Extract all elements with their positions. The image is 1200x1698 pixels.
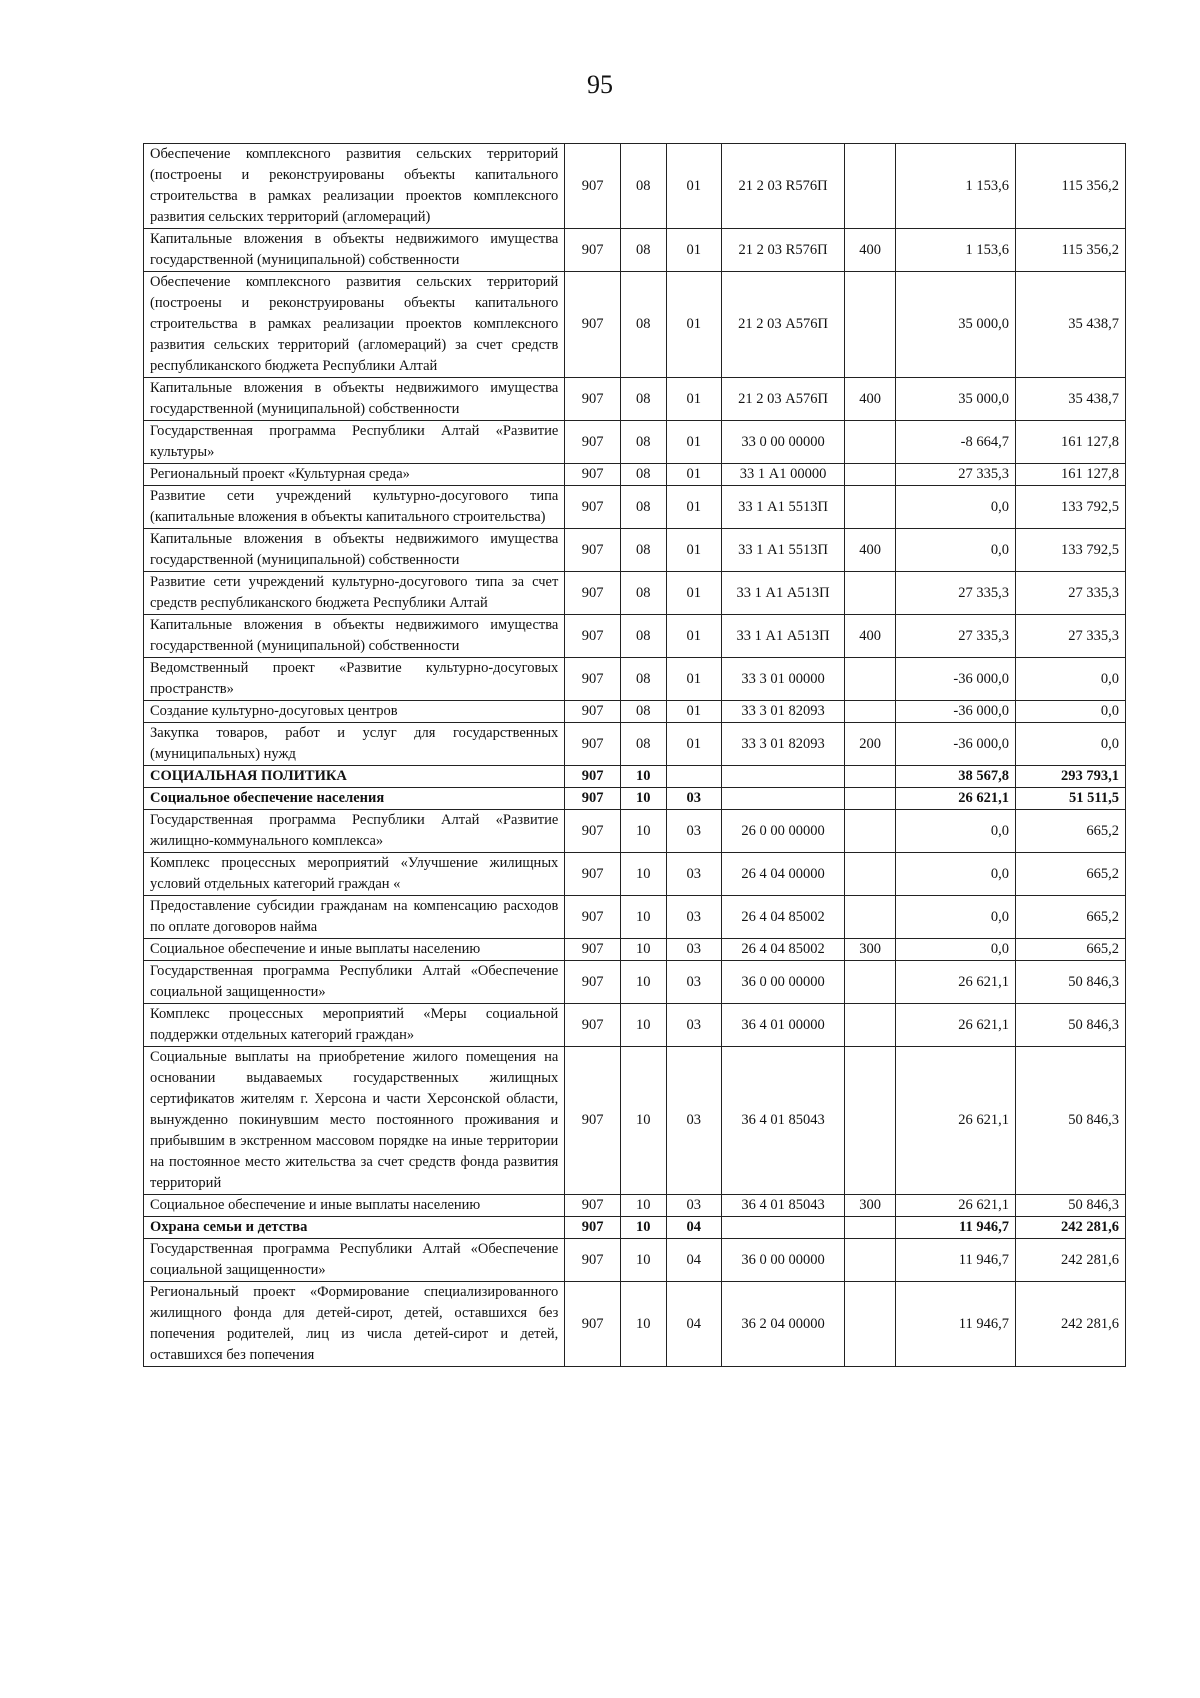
table-row — [144, 961, 1126, 1004]
cell-section-code: 10 — [620, 896, 666, 939]
cell-section-code: 10 — [620, 766, 666, 788]
cell-name: СОЦИАЛЬНАЯ ПОЛИТИКА — [144, 766, 565, 788]
cell-ministry-code: 907 — [565, 961, 621, 1004]
cell-expense-type — [845, 701, 896, 723]
cell-amount-change: 0,0 — [896, 939, 1016, 961]
cell-name: Социальное обеспечение и иные выплаты населению — [144, 1195, 565, 1217]
cell-amount-change: 0,0 — [896, 853, 1016, 896]
cell-target-article: 33 1 А1 5513П — [722, 529, 845, 572]
cell-amount-total: 665,2 — [1015, 810, 1125, 853]
cell-amount-change: 0,0 — [896, 810, 1016, 853]
cell-amount-change: -36 000,0 — [896, 658, 1016, 701]
cell-amount-total: 50 846,3 — [1015, 1195, 1125, 1217]
cell-amount-change: -36 000,0 — [896, 701, 1016, 723]
cell-target-article: 33 1 А1 5513П — [722, 486, 845, 529]
cell-subsection-code: 03 — [666, 939, 722, 961]
cell-subsection-code: 03 — [666, 853, 722, 896]
cell-section-code: 10 — [620, 1195, 666, 1217]
table-row — [144, 229, 1126, 272]
table-row — [144, 896, 1126, 939]
cell-subsection-code: 01 — [666, 615, 722, 658]
table-row — [144, 1004, 1126, 1047]
cell-expense-type: 300 — [845, 1195, 896, 1217]
page-number: 95 — [587, 70, 613, 99]
cell-section-code: 08 — [620, 421, 666, 464]
table-row — [144, 421, 1126, 464]
table-row — [144, 810, 1126, 853]
cell-target-article: 21 2 03 R576П — [722, 229, 845, 272]
cell-section-code: 08 — [620, 658, 666, 701]
cell-ministry-code: 907 — [565, 615, 621, 658]
cell-name: Ведомственный проект «Развитие культурно-досуговых пространств» — [144, 658, 565, 701]
cell-amount-change: 26 621,1 — [896, 788, 1016, 810]
cell-amount-change: 38 567,8 — [896, 766, 1016, 788]
table-row — [144, 1217, 1126, 1239]
cell-expense-type: 400 — [845, 378, 896, 421]
cell-ministry-code: 907 — [565, 896, 621, 939]
cell-section-code: 08 — [620, 272, 666, 378]
cell-target-article — [722, 1217, 845, 1239]
cell-amount-change: 1 153,6 — [896, 229, 1016, 272]
cell-subsection-code: 01 — [666, 486, 722, 529]
table-row — [144, 788, 1126, 810]
cell-amount-change: 11 946,7 — [896, 1239, 1016, 1282]
table-row — [144, 615, 1126, 658]
cell-expense-type — [845, 896, 896, 939]
cell-amount-change: 35 000,0 — [896, 378, 1016, 421]
table-row — [144, 1239, 1126, 1282]
cell-name: Обеспечение комплексного развития сельских территорий (построены и реконструированы объекты капитального строительства в рамках реализации проектов комплексного развития сельских территорий (агломераций) — [144, 144, 565, 229]
table-row — [144, 658, 1126, 701]
cell-subsection-code: 03 — [666, 1047, 722, 1195]
cell-subsection-code: 03 — [666, 788, 722, 810]
cell-name: Государственная программа Республики Алтай «Развитие культуры» — [144, 421, 565, 464]
cell-ministry-code: 907 — [565, 939, 621, 961]
table-row — [144, 939, 1126, 961]
cell-target-article: 26 4 04 85002 — [722, 896, 845, 939]
cell-subsection-code: 01 — [666, 701, 722, 723]
cell-section-code: 08 — [620, 723, 666, 766]
cell-target-article: 36 4 01 85043 — [722, 1047, 845, 1195]
cell-target-article: 36 4 01 85043 — [722, 1195, 845, 1217]
cell-ministry-code: 907 — [565, 464, 621, 486]
table-row — [144, 486, 1126, 529]
cell-amount-total: 0,0 — [1015, 701, 1125, 723]
cell-name: Капитальные вложения в объекты недвижимого имущества государственной (муниципальной) собственности — [144, 229, 565, 272]
cell-expense-type — [845, 810, 896, 853]
cell-expense-type — [845, 961, 896, 1004]
cell-section-code: 10 — [620, 939, 666, 961]
table-row — [144, 572, 1126, 615]
cell-expense-type — [845, 421, 896, 464]
cell-subsection-code: 01 — [666, 378, 722, 421]
cell-ministry-code: 907 — [565, 1217, 621, 1239]
cell-ministry-code: 907 — [565, 378, 621, 421]
cell-ministry-code: 907 — [565, 1047, 621, 1195]
cell-target-article: 33 3 01 82093 — [722, 723, 845, 766]
cell-target-article: 36 0 00 00000 — [722, 961, 845, 1004]
cell-amount-total: 51 511,5 — [1015, 788, 1125, 810]
cell-subsection-code: 04 — [666, 1282, 722, 1367]
table-row — [144, 701, 1126, 723]
cell-amount-total: 242 281,6 — [1015, 1239, 1125, 1282]
cell-section-code: 10 — [620, 1047, 666, 1195]
table-row — [144, 723, 1126, 766]
table-row — [144, 144, 1126, 229]
cell-name: Социальные выплаты на приобретение жилого помещения на основании выдаваемых государственных жилищных сертификатов жителям г. Херсона и части Херсонской области, вынужденно покинувшим место постоянного проживания и прибывшим в экстренном массовом порядке на иные территории на постоянное место жительства за счет средств фонда развития территорий — [144, 1047, 565, 1195]
cell-subsection-code: 01 — [666, 421, 722, 464]
cell-section-code: 08 — [620, 572, 666, 615]
cell-target-article: 36 0 00 00000 — [722, 1239, 845, 1282]
cell-amount-total: 50 846,3 — [1015, 1047, 1125, 1195]
cell-subsection-code: 03 — [666, 810, 722, 853]
cell-target-article: 26 4 04 85002 — [722, 939, 845, 961]
cell-name: Комплекс процессных мероприятий «Меры социальной поддержки отдельных категорий граждан» — [144, 1004, 565, 1047]
cell-section-code: 08 — [620, 144, 666, 229]
cell-amount-change: 1 153,6 — [896, 144, 1016, 229]
cell-name: Создание культурно-досуговых центров — [144, 701, 565, 723]
cell-ministry-code: 907 — [565, 529, 621, 572]
cell-target-article: 33 1 А1 00000 — [722, 464, 845, 486]
cell-target-article: 36 2 04 00000 — [722, 1282, 845, 1367]
cell-amount-total: 133 792,5 — [1015, 486, 1125, 529]
cell-ministry-code: 907 — [565, 1195, 621, 1217]
cell-subsection-code: 03 — [666, 1004, 722, 1047]
cell-ministry-code: 907 — [565, 788, 621, 810]
cell-section-code: 08 — [620, 615, 666, 658]
cell-section-code: 10 — [620, 961, 666, 1004]
cell-section-code: 10 — [620, 1239, 666, 1282]
cell-section-code: 08 — [620, 701, 666, 723]
cell-expense-type — [845, 272, 896, 378]
cell-ministry-code: 907 — [565, 1239, 621, 1282]
cell-target-article — [722, 788, 845, 810]
cell-amount-change: 26 621,1 — [896, 961, 1016, 1004]
budget-table-body — [144, 144, 1126, 1367]
cell-amount-change: 26 621,1 — [896, 1195, 1016, 1217]
cell-amount-total: 665,2 — [1015, 853, 1125, 896]
cell-amount-total: 50 846,3 — [1015, 961, 1125, 1004]
cell-name: Закупка товаров, работ и услуг для государственных (муниципальных) нужд — [144, 723, 565, 766]
cell-section-code: 08 — [620, 486, 666, 529]
cell-ministry-code: 907 — [565, 723, 621, 766]
cell-amount-change: 0,0 — [896, 486, 1016, 529]
cell-subsection-code: 03 — [666, 1195, 722, 1217]
cell-section-code: 08 — [620, 529, 666, 572]
cell-ministry-code: 907 — [565, 421, 621, 464]
cell-amount-total: 242 281,6 — [1015, 1217, 1125, 1239]
table-row — [144, 378, 1126, 421]
cell-amount-total: 115 356,2 — [1015, 229, 1125, 272]
cell-target-article: 21 2 03 R576П — [722, 144, 845, 229]
cell-amount-change: 27 335,3 — [896, 464, 1016, 486]
cell-amount-total: 293 793,1 — [1015, 766, 1125, 788]
cell-section-code: 10 — [620, 853, 666, 896]
cell-amount-total: 161 127,8 — [1015, 421, 1125, 464]
cell-ministry-code: 907 — [565, 486, 621, 529]
cell-expense-type — [845, 853, 896, 896]
cell-expense-type — [845, 766, 896, 788]
cell-expense-type — [845, 1004, 896, 1047]
cell-name: Комплекс процессных мероприятий «Улучшение жилищных условий отдельных категорий граждан « — [144, 853, 565, 896]
cell-section-code: 08 — [620, 378, 666, 421]
cell-name: Социальное обеспечение и иные выплаты населению — [144, 939, 565, 961]
cell-amount-total: 133 792,5 — [1015, 529, 1125, 572]
cell-ministry-code: 907 — [565, 701, 621, 723]
cell-subsection-code: 03 — [666, 896, 722, 939]
cell-amount-total: 665,2 — [1015, 939, 1125, 961]
cell-name: Развитие сети учреждений культурно-досугового типа (капитальные вложения в объекты капитального строительства) — [144, 486, 565, 529]
cell-amount-change: 26 621,1 — [896, 1047, 1016, 1195]
cell-expense-type — [845, 464, 896, 486]
cell-amount-total: 0,0 — [1015, 658, 1125, 701]
table-row — [144, 529, 1126, 572]
cell-subsection-code: 01 — [666, 658, 722, 701]
cell-ministry-code: 907 — [565, 853, 621, 896]
table-row — [144, 1047, 1126, 1195]
cell-target-article: 33 3 01 00000 — [722, 658, 845, 701]
cell-amount-change: 11 946,7 — [896, 1282, 1016, 1367]
cell-amount-change: 27 335,3 — [896, 572, 1016, 615]
cell-ministry-code: 907 — [565, 1004, 621, 1047]
cell-section-code: 10 — [620, 788, 666, 810]
cell-name: Обеспечение комплексного развития сельских территорий (построены и реконструированы объекты капитального строительства в рамках реализации проектов комплексного развития сельских территорий (агломераций) за счет средств республиканского бюджета Республики Алтай — [144, 272, 565, 378]
cell-name: Социальное обеспечение населения — [144, 788, 565, 810]
cell-name: Развитие сети учреждений культурно-досугового типа за счет средств республиканского бюджета Республики Алтай — [144, 572, 565, 615]
cell-target-article: 21 2 03 А576П — [722, 378, 845, 421]
cell-subsection-code: 01 — [666, 529, 722, 572]
cell-ministry-code: 907 — [565, 229, 621, 272]
cell-expense-type: 400 — [845, 615, 896, 658]
cell-name: Капитальные вложения в объекты недвижимого имущества государственной (муниципальной) собственности — [144, 615, 565, 658]
table-row — [144, 1195, 1126, 1217]
cell-expense-type: 200 — [845, 723, 896, 766]
cell-subsection-code: 01 — [666, 229, 722, 272]
cell-subsection-code — [666, 766, 722, 788]
cell-ministry-code: 907 — [565, 572, 621, 615]
cell-expense-type: 400 — [845, 229, 896, 272]
cell-expense-type — [845, 486, 896, 529]
cell-expense-type — [845, 572, 896, 615]
table-row — [144, 464, 1126, 486]
cell-expense-type — [845, 1282, 896, 1367]
budget-table — [143, 143, 1126, 1367]
cell-expense-type — [845, 658, 896, 701]
cell-target-article: 33 1 А1 А513П — [722, 572, 845, 615]
cell-ministry-code: 907 — [565, 766, 621, 788]
cell-section-code: 10 — [620, 1217, 666, 1239]
cell-ministry-code: 907 — [565, 658, 621, 701]
cell-name: Региональный проект «Формирование специализированного жилищного фонда для детей-сирот, детей, оставшихся без попечения родителей, лиц из числа детей-сирот и детей, оставшихся без попечения — [144, 1282, 565, 1367]
cell-amount-total: 161 127,8 — [1015, 464, 1125, 486]
cell-subsection-code: 01 — [666, 723, 722, 766]
cell-name: Охрана семьи и детства — [144, 1217, 565, 1239]
cell-amount-change: -8 664,7 — [896, 421, 1016, 464]
cell-name: Капитальные вложения в объекты недвижимого имущества государственной (муниципальной) собственности — [144, 529, 565, 572]
cell-amount-change: 0,0 — [896, 529, 1016, 572]
cell-target-article: 36 4 01 00000 — [722, 1004, 845, 1047]
cell-amount-total: 27 335,3 — [1015, 615, 1125, 658]
cell-amount-change: 35 000,0 — [896, 272, 1016, 378]
cell-expense-type — [845, 144, 896, 229]
cell-amount-change: 27 335,3 — [896, 615, 1016, 658]
cell-amount-total: 35 438,7 — [1015, 272, 1125, 378]
cell-section-code: 08 — [620, 229, 666, 272]
cell-target-article: 21 2 03 А576П — [722, 272, 845, 378]
cell-amount-change: -36 000,0 — [896, 723, 1016, 766]
cell-amount-total: 665,2 — [1015, 896, 1125, 939]
cell-expense-type — [845, 1047, 896, 1195]
cell-target-article — [722, 766, 845, 788]
cell-ministry-code: 907 — [565, 810, 621, 853]
cell-section-code: 10 — [620, 1004, 666, 1047]
cell-ministry-code: 907 — [565, 1282, 621, 1367]
cell-expense-type: 400 — [845, 529, 896, 572]
cell-section-code: 10 — [620, 1282, 666, 1367]
table-row — [144, 766, 1126, 788]
cell-name: Предоставление субсидии гражданам на компенсацию расходов по оплате договоров найма — [144, 896, 565, 939]
table-row — [144, 272, 1126, 378]
cell-subsection-code: 03 — [666, 961, 722, 1004]
cell-expense-type: 300 — [845, 939, 896, 961]
cell-expense-type — [845, 1239, 896, 1282]
table-row — [144, 1282, 1126, 1367]
cell-subsection-code: 04 — [666, 1239, 722, 1282]
cell-ministry-code: 907 — [565, 272, 621, 378]
cell-amount-total: 242 281,6 — [1015, 1282, 1125, 1367]
cell-name: Региональный проект «Культурная среда» — [144, 464, 565, 486]
cell-amount-change: 26 621,1 — [896, 1004, 1016, 1047]
cell-amount-total: 50 846,3 — [1015, 1004, 1125, 1047]
cell-name: Капитальные вложения в объекты недвижимого имущества государственной (муниципальной) собственности — [144, 378, 565, 421]
cell-expense-type — [845, 788, 896, 810]
cell-expense-type — [845, 1217, 896, 1239]
cell-ministry-code: 907 — [565, 144, 621, 229]
cell-target-article: 26 4 04 00000 — [722, 853, 845, 896]
cell-name: Государственная программа Республики Алтай «Обеспечение социальной защищенности» — [144, 1239, 565, 1282]
cell-subsection-code: 01 — [666, 144, 722, 229]
cell-section-code: 10 — [620, 810, 666, 853]
cell-amount-change: 11 946,7 — [896, 1217, 1016, 1239]
cell-subsection-code: 01 — [666, 272, 722, 378]
cell-subsection-code: 01 — [666, 464, 722, 486]
cell-target-article: 33 3 01 82093 — [722, 701, 845, 723]
cell-name: Государственная программа Республики Алтай «Обеспечение социальной защищенности» — [144, 961, 565, 1004]
cell-amount-total: 35 438,7 — [1015, 378, 1125, 421]
cell-target-article: 33 1 А1 А513П — [722, 615, 845, 658]
cell-target-article: 33 0 00 00000 — [722, 421, 845, 464]
cell-name: Государственная программа Республики Алтай «Развитие жилищно-коммунального комплекса» — [144, 810, 565, 853]
cell-subsection-code: 04 — [666, 1217, 722, 1239]
cell-amount-change: 0,0 — [896, 896, 1016, 939]
cell-amount-total: 115 356,2 — [1015, 144, 1125, 229]
table-row — [144, 853, 1126, 896]
cell-amount-total: 27 335,3 — [1015, 572, 1125, 615]
cell-section-code: 08 — [620, 464, 666, 486]
cell-target-article: 26 0 00 00000 — [722, 810, 845, 853]
cell-subsection-code: 01 — [666, 572, 722, 615]
cell-amount-total: 0,0 — [1015, 723, 1125, 766]
